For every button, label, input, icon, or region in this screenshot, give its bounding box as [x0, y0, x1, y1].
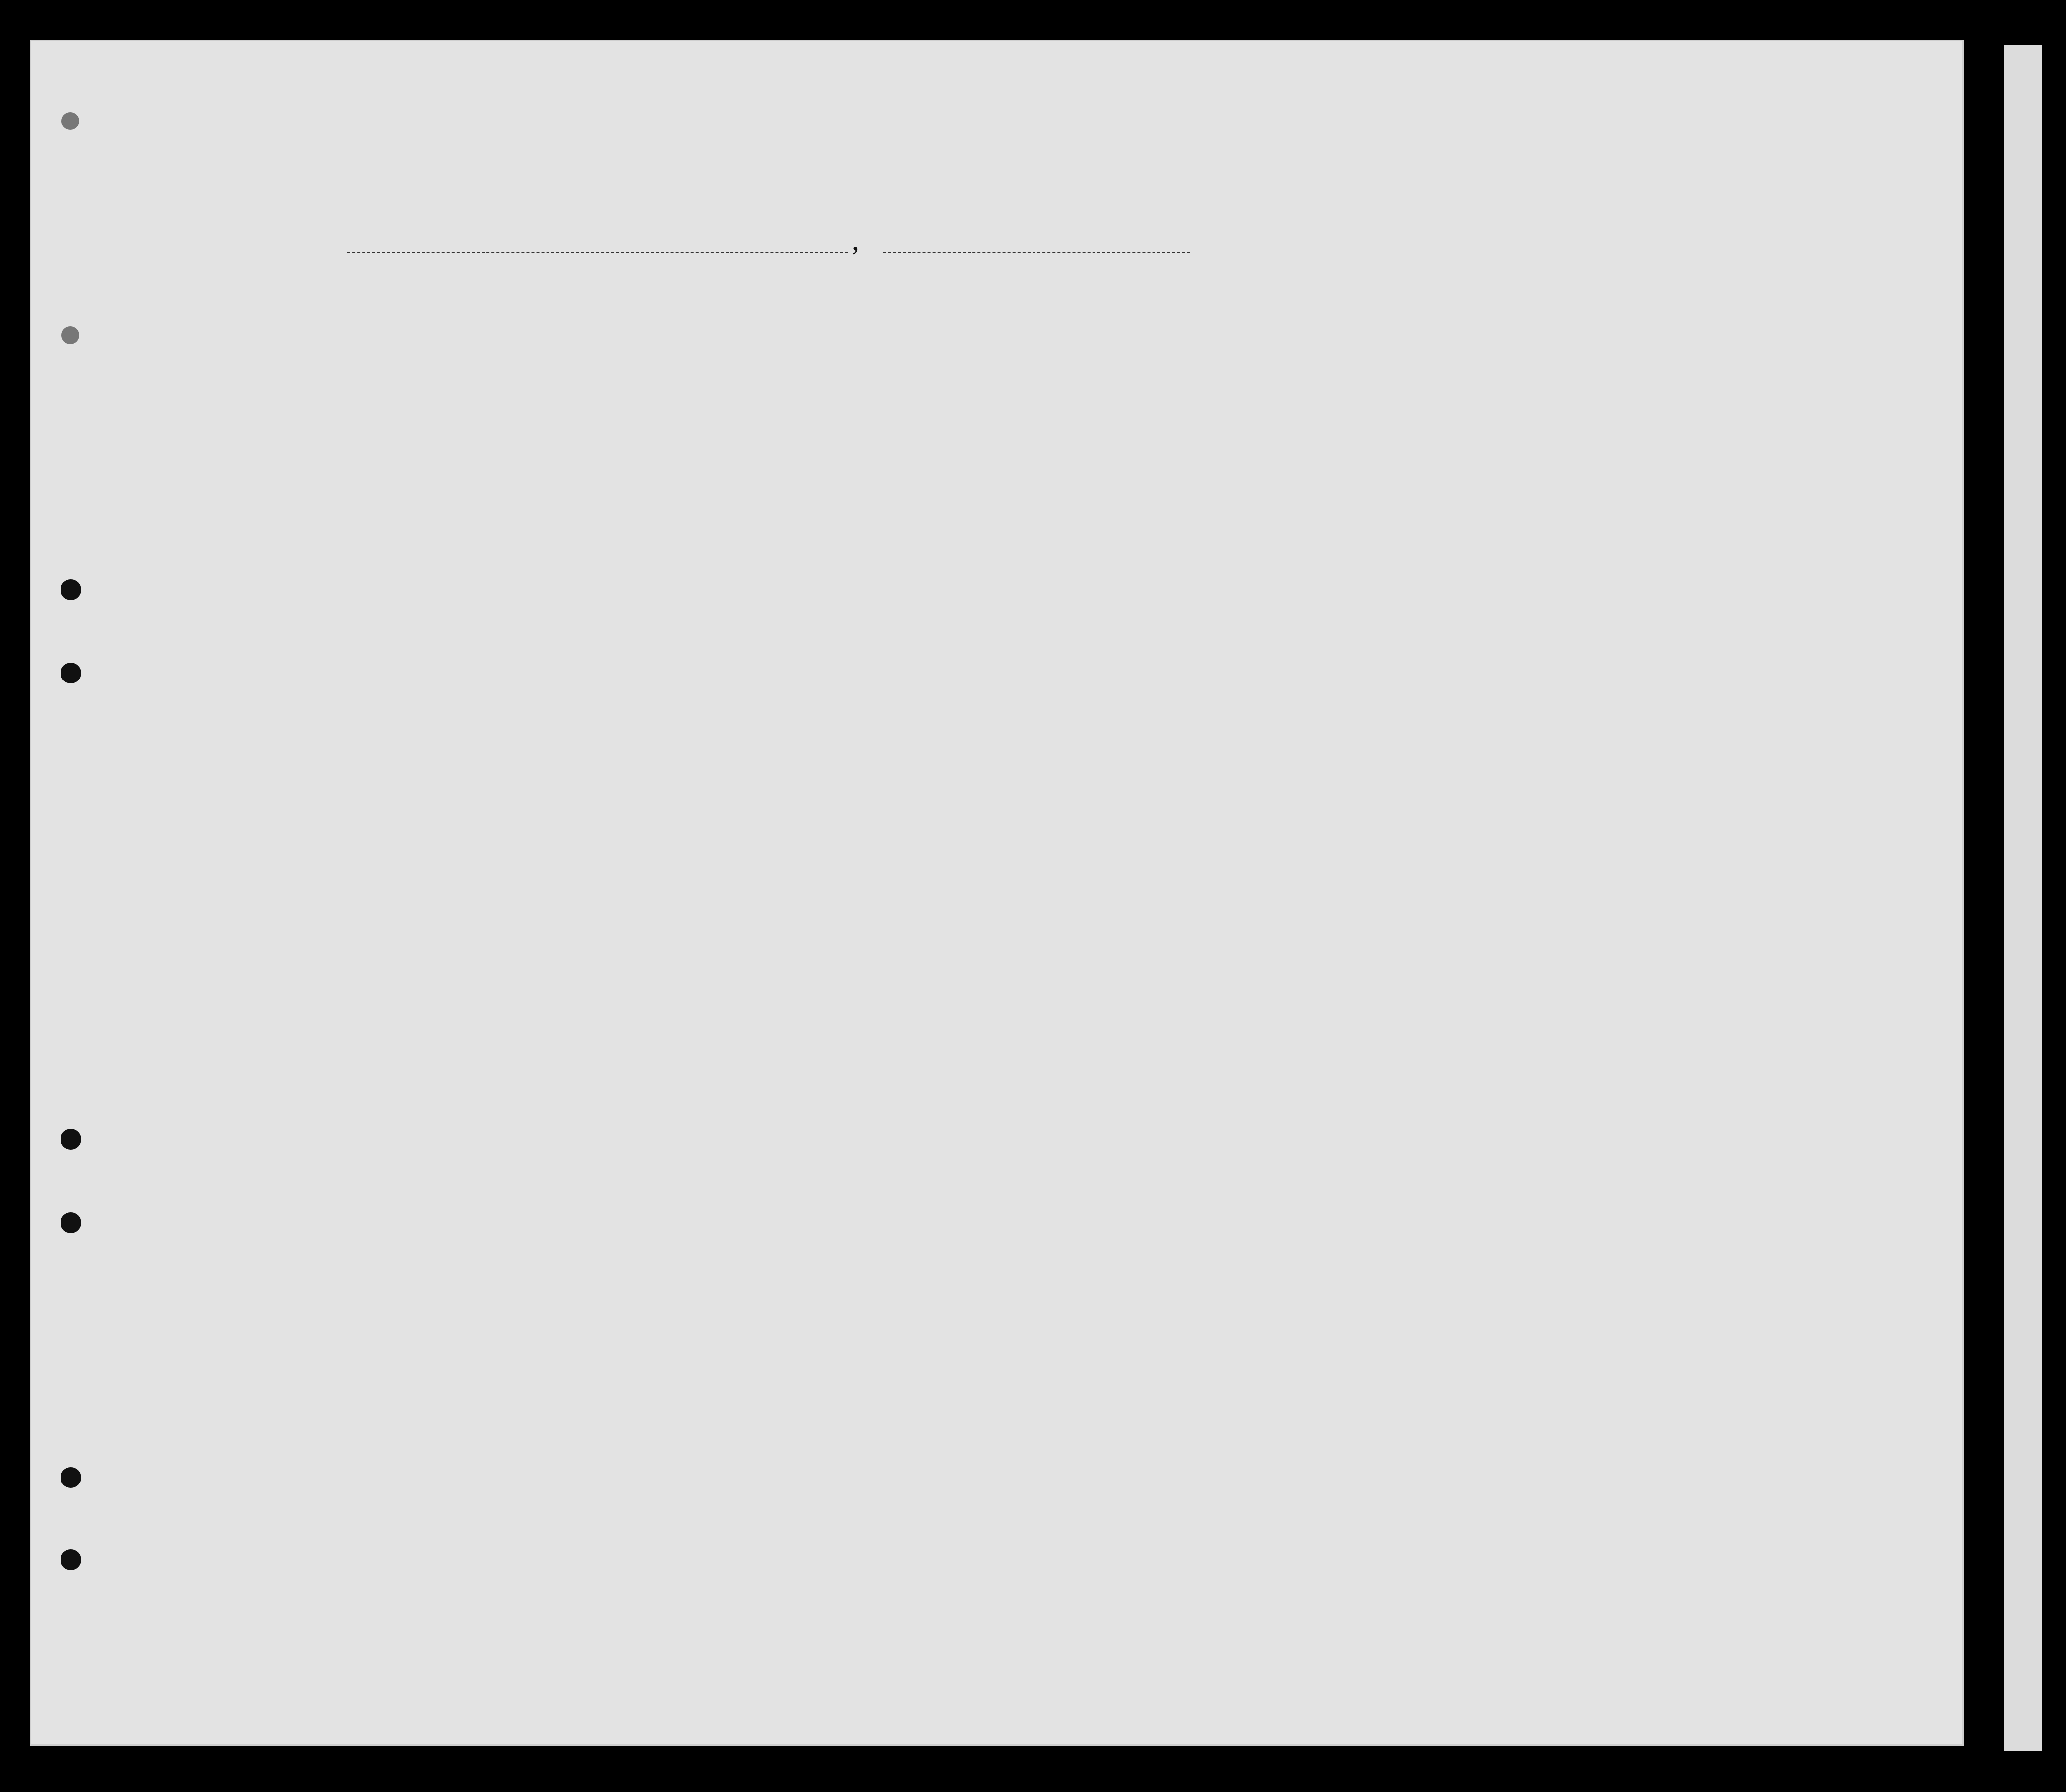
header-purpose-c	[1233, 337, 1267, 436]
header-purpose-b	[1195, 337, 1229, 436]
comma: ,	[852, 224, 859, 256]
header-inches	[1645, 377, 1665, 436]
header-prison	[1271, 313, 1301, 437]
header-q28	[1359, 313, 1423, 437]
header-q30	[1455, 313, 1480, 437]
header-ticket	[576, 313, 607, 437]
header-anarchist	[1332, 313, 1356, 437]
header-purpose-a	[1157, 337, 1191, 436]
header-money	[698, 313, 729, 437]
header-q31	[1483, 313, 1506, 437]
header-q29	[1422, 313, 1453, 437]
header-polygamist	[1305, 313, 1329, 437]
